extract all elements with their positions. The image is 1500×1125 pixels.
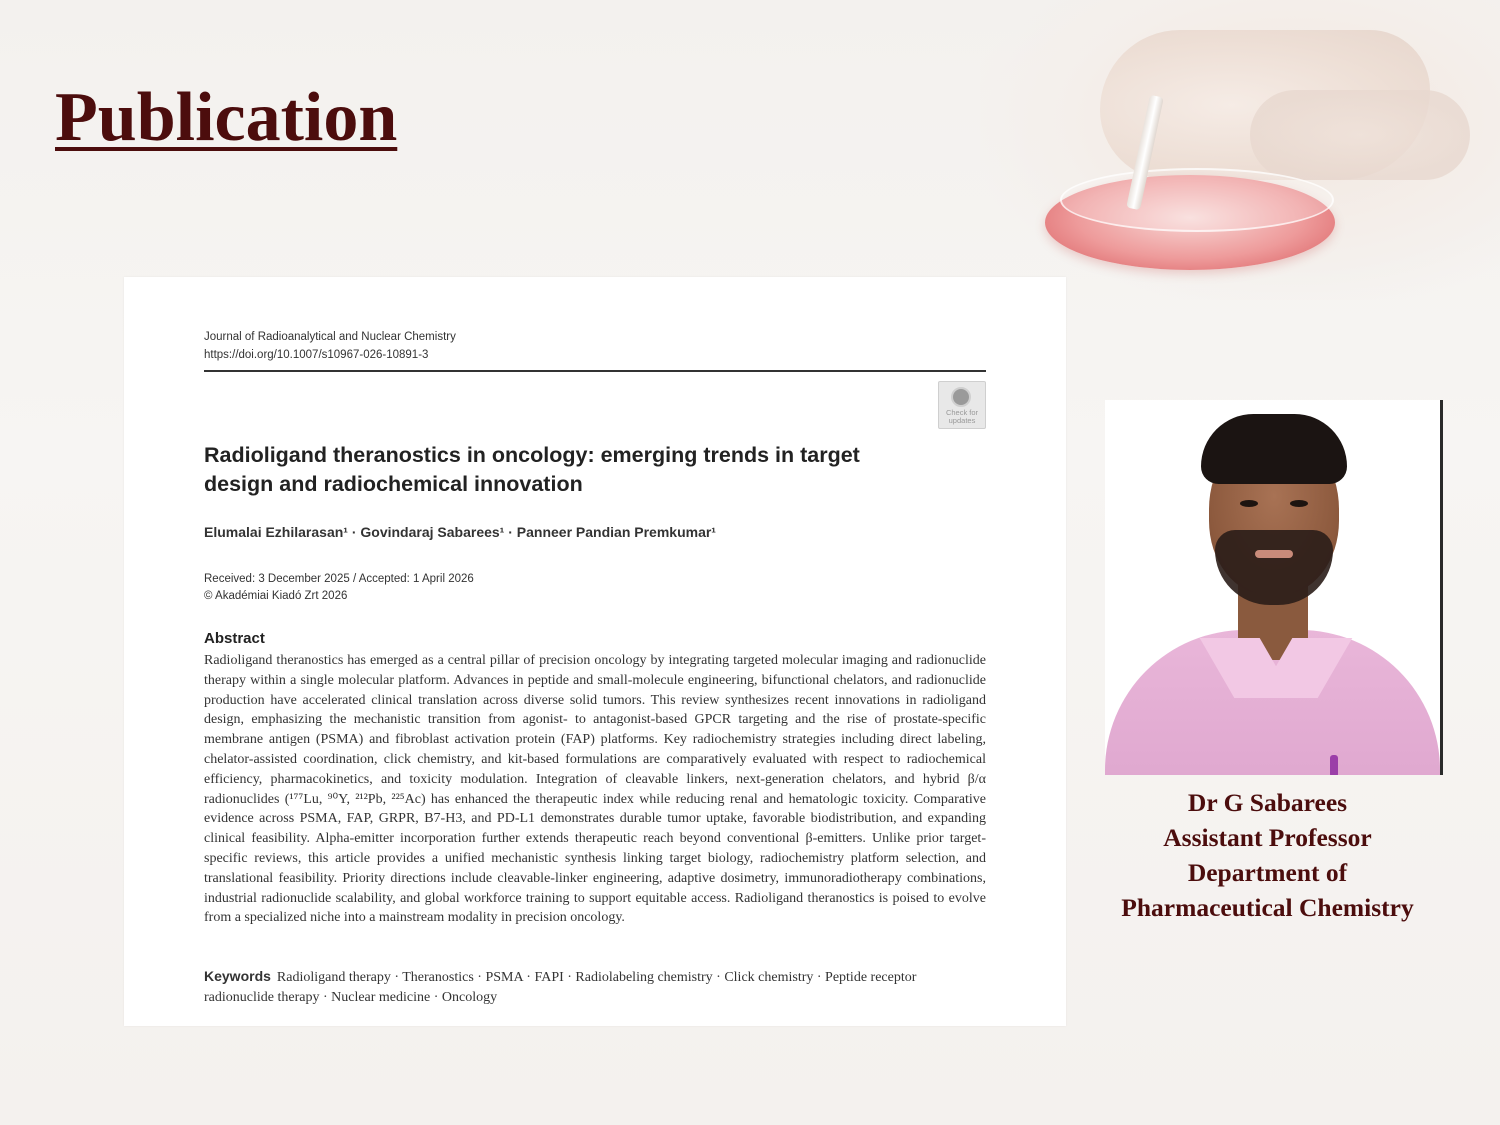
profile-department-line2: Pharmaceutical Chemistry: [1121, 893, 1414, 922]
received-accepted: Received: 3 December 2025 / Accepted: 1 April 2026: [204, 573, 474, 585]
photo-eye-left: [1240, 500, 1258, 507]
petri-dish-lid: [1060, 168, 1334, 232]
photo-pen: [1330, 755, 1338, 775]
article-dates: [204, 571, 474, 605]
photo-eye-right: [1290, 500, 1308, 507]
slide-title: Publication: [55, 79, 398, 156]
check-for-updates-badge: [938, 381, 986, 429]
journal-name: Journal of Radioanalytical and Nuclear Chemistry: [204, 331, 456, 343]
check-badge-label: Check for updates: [945, 408, 979, 425]
profile-department-line1: Department of: [1187, 858, 1348, 887]
article-title: Radioligand theranostics in oncology: emerging trends in target design and radiochemical innovation: [204, 443, 860, 496]
journal-info: [204, 328, 456, 364]
gloved-hand-image-part: [1250, 90, 1470, 180]
photo-mouth: [1255, 550, 1293, 558]
doi-link: https://doi.org/10.1007/s10967-026-10891-3: [204, 349, 429, 361]
profile-caption: [1090, 785, 1445, 925]
photo-beard: [1215, 530, 1333, 605]
abstract-text: Radioligand theranostics has emerged as a central pillar of precision oncology by integrating targeted molecular imaging and radionuclide therapy within a single molecular platform. Advances in peptide and small-molecule engineering, bifunctional chelators, and radionuclide production have accelerated clinical translation across diverse solid tumors. This review synthesizes recent innovations in radioligand design, emphasizing the mechanistic transition from agonist- to antagonist-based GPCR targeting and the rise of prostate-specific membrane antigen (PSMA) and fibroblast activation protein (FAP) platforms. Key radiochemistry strategies including direct labeling, chelator-assisted coordination, click chemistry, and kit-based formulations are comparatively evaluated with respect to radiochemical efficiency, pharmacokinetics, and toxicity modulation. Integration of cleavable linkers, next-generation chelators, and hybrid β/α radionuclides (¹⁷⁷Lu, ⁹⁰Y, ²¹²Pb, ²²⁵Ac) has enhanced the therapeutic index while reducing renal and hematologic toxicity. Comparative evidence across PSMA, FAP, GRPR, B7-H3, and PD-L1 demonstrates durable tumor uptake, favorable biodistribution, and expanding clinical feasibility. Alpha-emitter incorporation further extends therapeutic reach beyond conventional β-emitters. Unlike prior target-specific reviews, this article provides a unified mechanistic synthesis linking target biology, radiochemistry platform selection, and translational feasibility. Priority directions include cleavable-linker engineering, adaptive dosimetry, immunoradiotherapy combinations, industrial radionuclide scalability, and global workforce training to support equitable access. Radioligand theranostics is poised to evolve from a specialized niche into a mainstream modality in precision oncology.: [204, 653, 986, 926]
keywords: [204, 966, 964, 1008]
abstract-heading: Abstract: [204, 630, 265, 647]
profile-designation: Assistant Professor: [1163, 823, 1372, 852]
publication-screenshot: [124, 277, 1066, 1026]
photo-hair: [1201, 414, 1347, 484]
update-check-icon: [951, 387, 971, 407]
keywords-label: Keywords: [204, 968, 271, 984]
profile-name: Dr G Sabarees: [1187, 788, 1348, 817]
profile-photo: [1105, 400, 1443, 775]
header-rule: [204, 370, 986, 372]
copyright-line: © Akadémiai Kiadó Zrt 2026: [204, 590, 348, 602]
keywords-text: Radioligand therapy · Theranostics · PSMA · FAPI · Radiolabeling chemistry · Click chemistry · Peptide receptor radionuclide therapy · Nuclear medicine · Oncology: [204, 970, 917, 1005]
article-authors: Elumalai Ezhilarasan¹ · Govindaraj Sabarees¹ · Panneer Pandian Premkumar¹: [204, 524, 716, 540]
